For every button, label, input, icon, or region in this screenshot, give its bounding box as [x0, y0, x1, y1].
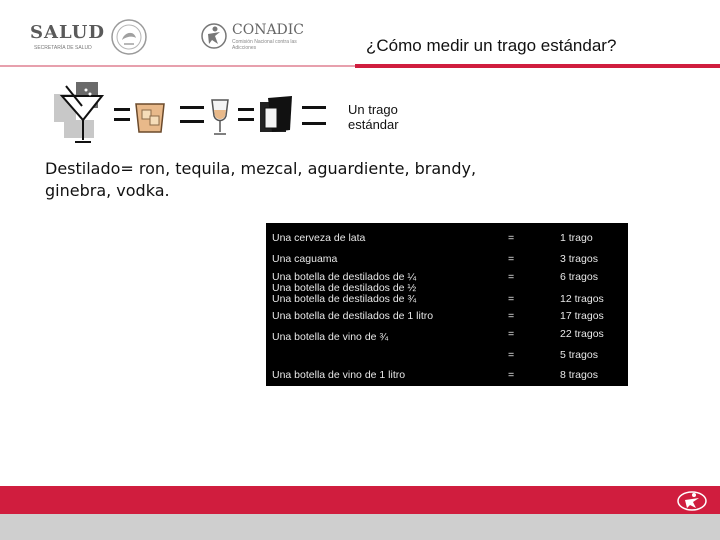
row-value: 22 tragos [560, 328, 604, 340]
row-value: 3 tragos [560, 253, 598, 265]
wine-glass-icon [212, 100, 228, 134]
footer-band [0, 486, 720, 514]
row-description: Una botella de vino de ¾ [272, 331, 389, 343]
conadic-emblem-icon [200, 22, 228, 50]
row-equals: = [508, 349, 515, 361]
row-description: Una botella de destilados de ½ [272, 282, 417, 294]
row-description: Una botella de destilados de ¼ [272, 271, 417, 283]
title-underline [0, 64, 720, 69]
mexico-seal-icon [110, 18, 148, 56]
row-value: 1 trago [560, 232, 593, 244]
row-equals: = [508, 369, 515, 381]
row-equals: = [508, 271, 515, 283]
row-value: 8 tragos [560, 369, 598, 381]
whisky-glass-icon [136, 104, 164, 132]
conadic-logo-text: CONADIC [232, 22, 305, 38]
row-description: Una botella de destilados de ¾ [272, 293, 417, 305]
salud-logo [30, 22, 105, 52]
row-equals: = [508, 328, 515, 340]
row-value: 17 tragos [560, 310, 604, 322]
cocktail-glass-icon [54, 82, 102, 142]
beer-glass-icon [260, 96, 292, 132]
standard-drink-label [348, 102, 428, 132]
footer-gray-band [0, 514, 720, 540]
header-logos [0, 0, 720, 70]
distilled-line2: ginebra, vodka. [45, 181, 170, 200]
page-title: ¿Cómo medir un trago estándar? [366, 36, 617, 55]
distilled-definition [45, 158, 565, 202]
conadic-footer-icon [676, 490, 708, 512]
row-equals: = [508, 293, 515, 305]
row-value: 5 tragos [560, 349, 598, 361]
row-equals: = [508, 232, 515, 244]
standard-label-line1: Un trago [348, 102, 398, 117]
equivalence-table [266, 223, 628, 386]
distilled-line1: Destilado= ron, tequila, mezcal, aguardiente, brandy, [45, 159, 477, 178]
standard-label-line2: estándar [348, 117, 399, 132]
row-equals: = [508, 253, 515, 265]
row-value: 12 tragos [560, 293, 604, 305]
salud-logo-text: SALUD [30, 22, 105, 43]
standard-drink-graphic [52, 80, 342, 150]
row-value: 6 tragos [560, 271, 598, 283]
row-equals: = [508, 310, 515, 322]
row-description: Una cerveza de lata [272, 232, 366, 244]
row-description: Una botella de vino de 1 litro [272, 369, 406, 381]
conadic-logo [200, 22, 310, 52]
conadic-logo-sub: Comisión Nacional contra las Adicciones [232, 39, 297, 51]
salud-logo-sub: SECRETARÍA DE SALUD [34, 45, 92, 51]
row-description: Una botella de destilados de 1 litro [272, 310, 434, 322]
row-description: Una caguama [272, 253, 338, 265]
